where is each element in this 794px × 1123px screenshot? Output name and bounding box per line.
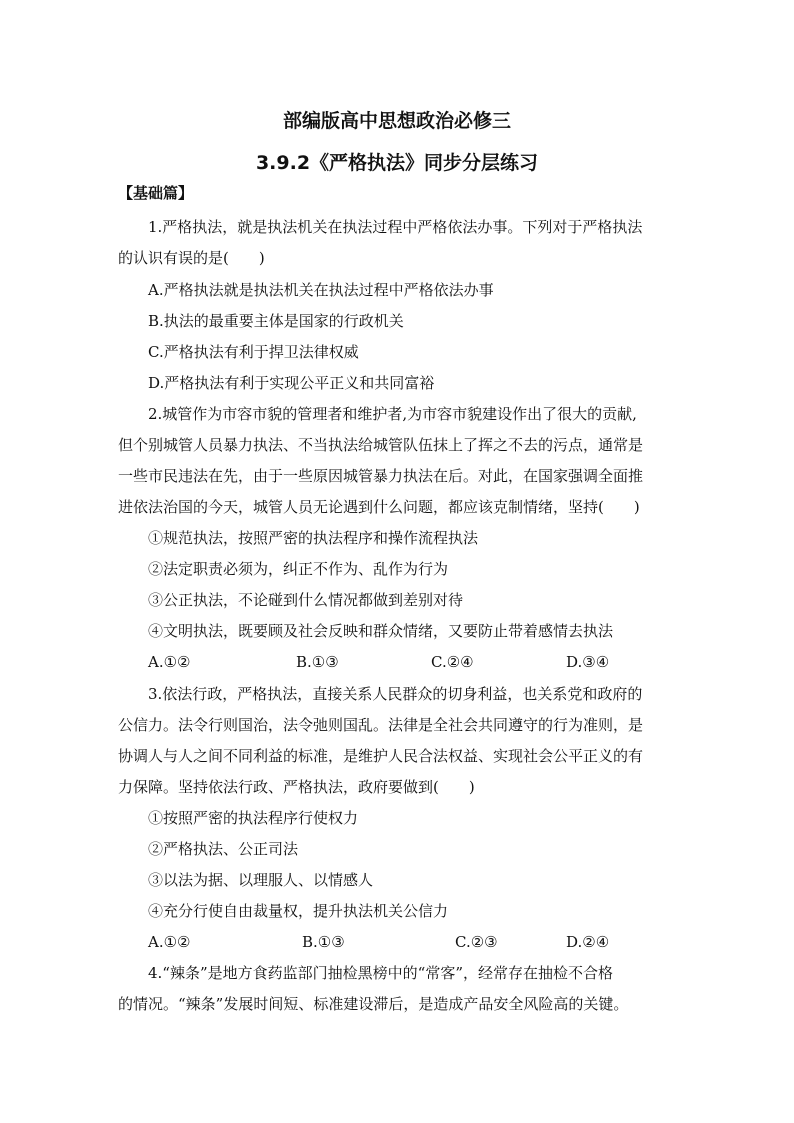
- q3-stem-line3: 协调人与人之间不同利益的标准，是维护人民合法权益、实现社会公平正义的有: [118, 747, 644, 765]
- q3-stem-line2: 公信力。法令行则国治，法令弛则国乱。法律是全社会共同遵守的行为准则，是: [118, 716, 644, 734]
- q1-option-d: D.严格执法有利于实现公平正义和共同富裕: [148, 374, 435, 392]
- q2-item-3: ③公正执法，不论碰到什么情况都做到差别对待: [148, 591, 464, 609]
- q3-item-2: ②严格执法、公正司法: [148, 840, 299, 858]
- q2-item-1: ①规范执法，按照严密的执法程序和操作流程执法: [148, 529, 479, 547]
- q2-option-c: C.②④: [431, 653, 474, 671]
- q3-option-d: D.②④: [566, 933, 610, 951]
- document-title: 部编版高中思想政治必修三: [282, 110, 511, 132]
- q1-option-a: A.严格执法就是执法机关在执法过程中严格依法办事: [148, 281, 494, 299]
- q3-item-3: ③以法为据、以理服人、以情感人: [148, 871, 374, 889]
- q2-option-a: A.①②: [148, 653, 191, 671]
- q2-item-4: ④文明执法，既要顾及社会反映和群众情绪，又要防止带着感情去执法: [148, 622, 614, 640]
- q1-stem-line2: 的认识有误的是( ): [118, 249, 265, 267]
- q2-stem-line4: 进依法治国的今天，城管人员无论遇到什么问题，都应该克制情绪，坚持( ): [118, 498, 640, 516]
- q2-option-b: B.①③: [296, 653, 339, 671]
- q2-stem-line3: 一些市民违法在先，由于一些原因城管暴力执法在后。对此，在国家强调全面推: [118, 467, 644, 485]
- q3-item-4: ④充分行使自由裁量权，提升执法机关公信力: [148, 902, 449, 920]
- q3-option-b: B.①③: [302, 933, 345, 951]
- q3-item-1: ①按照严密的执法程序行使权力: [148, 809, 359, 827]
- section-heading: 【基础篇】: [118, 184, 194, 202]
- q1-option-c: C.严格执法有利于捍卫法律权威: [148, 343, 359, 361]
- q3-option-a: A.①②: [148, 933, 191, 951]
- document-subtitle: 3.9.2《严格执法》同步分层练习: [255, 152, 539, 174]
- q1-option-b: B.执法的最重要主体是国家的行政机关: [148, 312, 404, 330]
- q1-stem-line1: 1.严格执法，就是执法机关在执法过程中严格依法办事。下列对于严格执法: [148, 218, 643, 236]
- q3-option-c: C.②③: [455, 933, 498, 951]
- q2-stem-line2: 但个别城管人员暴力执法、不当执法给城管队伍抹上了挥之不去的污点，通常是: [118, 436, 644, 454]
- q3-stem-line4: 力保障。坚持依法行政、严格执法，政府要做到( ): [118, 778, 475, 796]
- q4-stem-line2: 的情况。“辣条”发展时间短、标准建设滞后，是造成产品安全风险高的关键。: [118, 995, 629, 1013]
- q4-stem-line1: 4.“辣条”是地方食药监部门抽检黑榜中的“常客”，经常存在抽检不合格: [148, 964, 613, 982]
- q2-item-2: ②法定职责必须为，纠正不作为、乱作为行为: [148, 560, 449, 578]
- q2-stem-line1: 2.城管作为市容市貌的管理者和维护者,为市容市貌建设作出了很大的贡献,: [148, 405, 637, 423]
- q3-stem-line1: 3.依法行政，严格执法，直接关系人民群众的切身利益，也关系党和政府的: [148, 685, 643, 703]
- q2-option-d: D.③④: [566, 653, 610, 671]
